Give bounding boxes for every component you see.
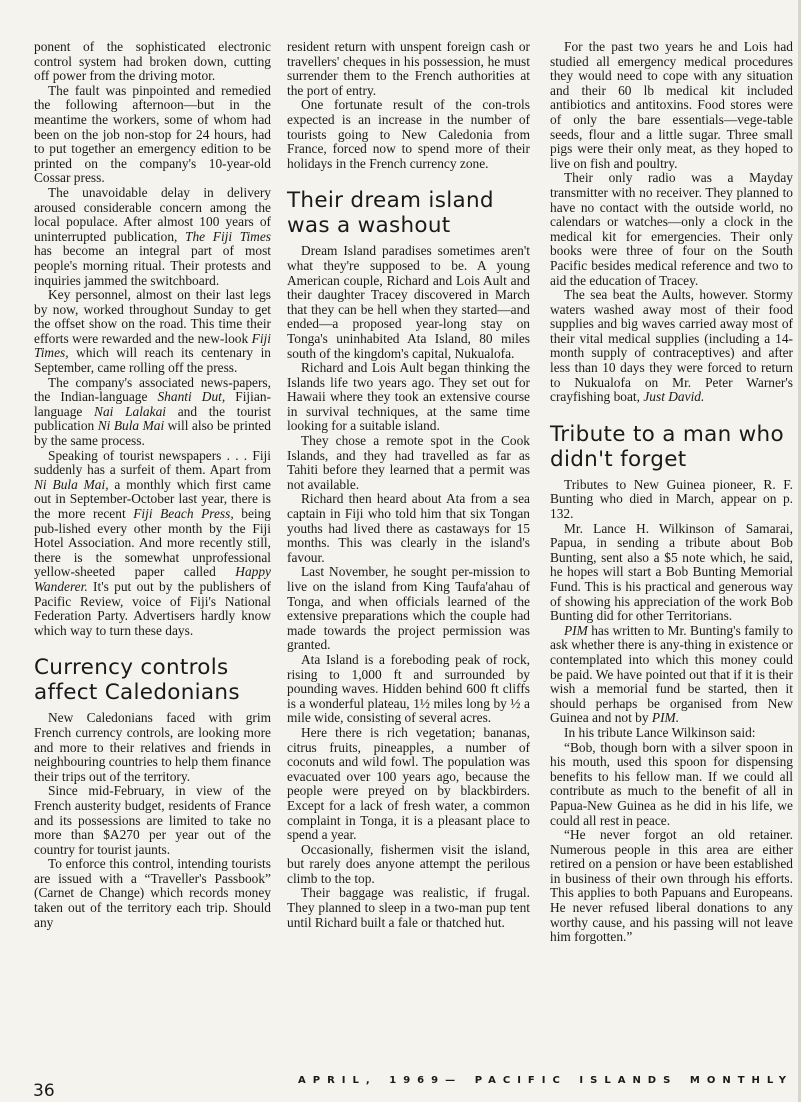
footer-year: 1969— <box>389 1075 463 1086</box>
paragraph: The company's associated news-papers, the Indian-language Shanti Dut, Fijian-language Nai Lalakai and the tourist publication Ni Bula Mai will also be printed by the same process. <box>34 374 271 449</box>
article-heading: Tribute to a man who didn't forget <box>550 421 784 472</box>
paragraph: Richard then heard about Ata from a sea captain in Fiji who told him that six Tongan youths had lived there as castaways for 15 months. This was clearly in the island's favour. <box>287 491 530 565</box>
column-2 <box>287 40 530 930</box>
paragraph: Richard and Lois Ault began thinking the Islands life two years ago. They set out for Hawaii where they took an extensive course in survival techniques, at the same time looking for a suitable island. <box>287 360 530 434</box>
paragraph: In his tribute Lance Wilkinson said: <box>564 724 756 740</box>
paragraph: New Caledonians faced with grim French currency controls, are looking more and more to their relatives and friends in neighbouring countries to help them finance their trips out of the territory. <box>34 710 271 784</box>
paragraph: “He never forgot an old retainer. Numerous people in this area are either retired on a pension or have been established in business of their own through his efforts. This applies to both Papuans and Europeans. He never refused liberal donations to any worthy cause, and his passing will not leave him forgotten.” <box>550 827 793 945</box>
publication-title: PIM. <box>651 710 680 726</box>
paragraph: Tributes to New Guinea pioneer, R. F. Bunting who died in March, appear on p. 132. <box>550 476 793 522</box>
footer-month: APRIL, <box>298 1075 377 1086</box>
paragraph: For the past two years he and Lois had studied all emergency medical procedures they would need to cope with any situation and their 60 lb medical kit included antibiotics and antitoxins. Food stores were of only the bare essentials—vege-table seeds, flour and a little sugar. Three small pigs were their only meat, as they hoped to live on fish and poultry. <box>550 39 793 171</box>
paragraph: To enforce this control, intending tourists are issued with a “Traveller's Passbook” (Carnet de Change) which records money taken out of the territory each trip. Should any <box>34 856 271 930</box>
publication-title: Fiji Beach Press, <box>133 506 234 521</box>
publication-title: Happy Wanderer. <box>34 564 271 594</box>
paragraph: Here there is rich vegetation; bananas, citrus fruits, pineapples, a number of coconuts and wild fowl. The population was evacuated over 100 years ago, because the people were preyed on by blackbirders. Except for a lack of fresh water, a common complaint in Tonga, it is a pleasant place to spend a year. <box>287 724 530 843</box>
paragraph: Last November, he sought per-mission to live on the island from King Taufa'ahau of Tonga, and when officials learned of the extensive preparations which the couple had made towards the project permission was granted. <box>287 564 530 653</box>
paragraph: “Bob, though born with a silver spoon in his mouth, used this spoon for dispensing benefits to his fellow man. If we could all contribute as much to the benefit of all in Papua-New Guinea as he did in his life, we could all rest in peace. <box>550 739 793 828</box>
paragraph: Mr. Lance H. Wilkinson of Samarai, Papua, in sending a tribute about Bob Bunting, sent also a $5 note which, he said, he hopes will start a Bob Bunting Memorial Fund. This is his practical and generous way of showing his appreciation of the work Bob Bunting did for other Territorians. <box>550 520 793 624</box>
paragraph: They chose a remote spot in the Cook Islands, and they had travelled as far as Tahiti before they learned that a permit was not available. <box>287 433 530 492</box>
article-heading: Their dream island was a washout <box>287 188 494 239</box>
article-heading: Currency controls affect Caledonians <box>34 655 240 706</box>
publication-title: Shanti Dut, <box>157 389 226 405</box>
paragraph: The fault was pinpointed and remedied the following afternoon—but in the meantime the workers, some of whom had been on the job non-stop for 24 hours, had to put together an emergency edition to be printed on the company's 10-year-old Cossar press. <box>34 82 271 186</box>
publication-title: Ni Bula Mai <box>97 418 165 434</box>
paragraph: One fortunate result of the con-trols expected is an increase in the number of tourists going to New Caledonia from France, forced now to spend more of their holidays in the French currency zone. <box>287 97 530 171</box>
paragraph: Their baggage was realistic, if frugal. They planned to sleep in a two-man pup tent until Richard built a fale or thatched hut. <box>287 885 530 930</box>
paragraph: PIM has written to Mr. Bunting's family to ask whether there is any-thing in existence or contemplated into which this money could be paid. We have pointed out that if it is their wish a memorial fund be started, then it should perhaps be organised from New Guinea and not by PIM. <box>550 622 793 726</box>
footer-title-word: PACIFIC <box>474 1075 567 1086</box>
footer-title-word: MONTHLY <box>689 1075 793 1086</box>
page-number: 36 <box>33 1081 55 1101</box>
paragraph: Ata Island is a foreboding peak of rock, rising to 1,000 ft and surrounded by pounding waves. Hidden behind 600 ft cliffs is a wonderful plateau, 1½ miles long by ½ a mile wide, consisting of several acres. <box>287 651 530 726</box>
paragraph: Speaking of tourist newspapers . . . Fiji suddenly has a surfeit of them. Apart from Ni Bula Mai, a monthly which first came out in September-October last year, there is the more recent Fiji Beach Press, being pub-lished every other month by the Fiji Hotel Association. And more recently still, there is the somewhat unprofessional yellow-sheeted paper called Happy Wanderer. It's put out by the publishers of Pacific Review, voice of Fiji's National Federation Party. Advertisers hardly know which way to turn these days. <box>34 447 271 638</box>
publication-title: Ni Bula Mai, <box>34 476 109 492</box>
publication-title: The Fiji Times <box>185 228 271 244</box>
column-1 <box>34 40 271 930</box>
paragraph: Occasionally, fishermen visit the island, but rarely does anyone attempt the perilous climb to the top. <box>287 841 530 886</box>
boat-name: Just David. <box>643 389 705 405</box>
paragraph: Dream Island paradises sometimes aren't what they're supposed to be. A young American couple, Richard and Lois Ault and their daughter Tracey discovered in March that they can be hell when they started—and ended—a proposed year-long stay on Tonga's uninhabited Ata Island, 80 miles south of the kingdom's capital, Nukualofa. <box>287 243 530 361</box>
paragraph: resident return with unspent foreign cash or travellers' cheques in his possession, he must surrender them to the French authorities at the port of entry. <box>287 39 530 98</box>
paragraph: Since mid-February, in view of the French austerity budget, residents of France and its possessions are limited to take no more than $A270 per year out of the country for tourist jaunts. <box>34 783 271 857</box>
footer-title-word: ISLANDS <box>579 1075 678 1086</box>
paragraph: ponent of the sophisticated electronic control system had broken down, cutting off power from the driving motor. <box>34 39 271 84</box>
paragraph: The unavoidable delay in delivery aroused considerable concern among the local populace. After almost 100 years of uninterrupted publication, The Fiji Times has become an integral part of most people's morning ritual. Their protests and inquiries jammed the switchboard. <box>34 184 271 288</box>
publication-title: Fiji Times, <box>34 330 271 361</box>
column-3 <box>550 40 793 945</box>
publication-title: Nai Lalakai <box>94 403 166 419</box>
running-footer <box>298 1075 793 1086</box>
paragraph: Key personnel, almost on their last legs by now, worked throughout Sunday to get the offset show on the road. This time their efforts were rewarded and the new-look Fiji Times, which will reach its centenary in September, came rolling off the press. <box>34 287 271 376</box>
paragraph: Their only radio was a Mayday transmitter with no receiver. They planned to have no contact with the outside world, no calendars or watches—only a clock in the medical kit for emergencies. Their only books were three of four on the South Pacific besides medical reference and two to aid the education of Tracey. <box>550 170 793 288</box>
publication-title: PIM <box>564 622 588 638</box>
paragraph: The sea beat the Aults, however. Stormy waters washed away most of their food supplies and big waves carried away most of their vital medical supplies (including a 14-month supply of contraceptives) and after less than 10 days they were forced to return to Nukualofa on Mr. Peter Warner's crayfishing boat, Just David. <box>550 287 793 405</box>
